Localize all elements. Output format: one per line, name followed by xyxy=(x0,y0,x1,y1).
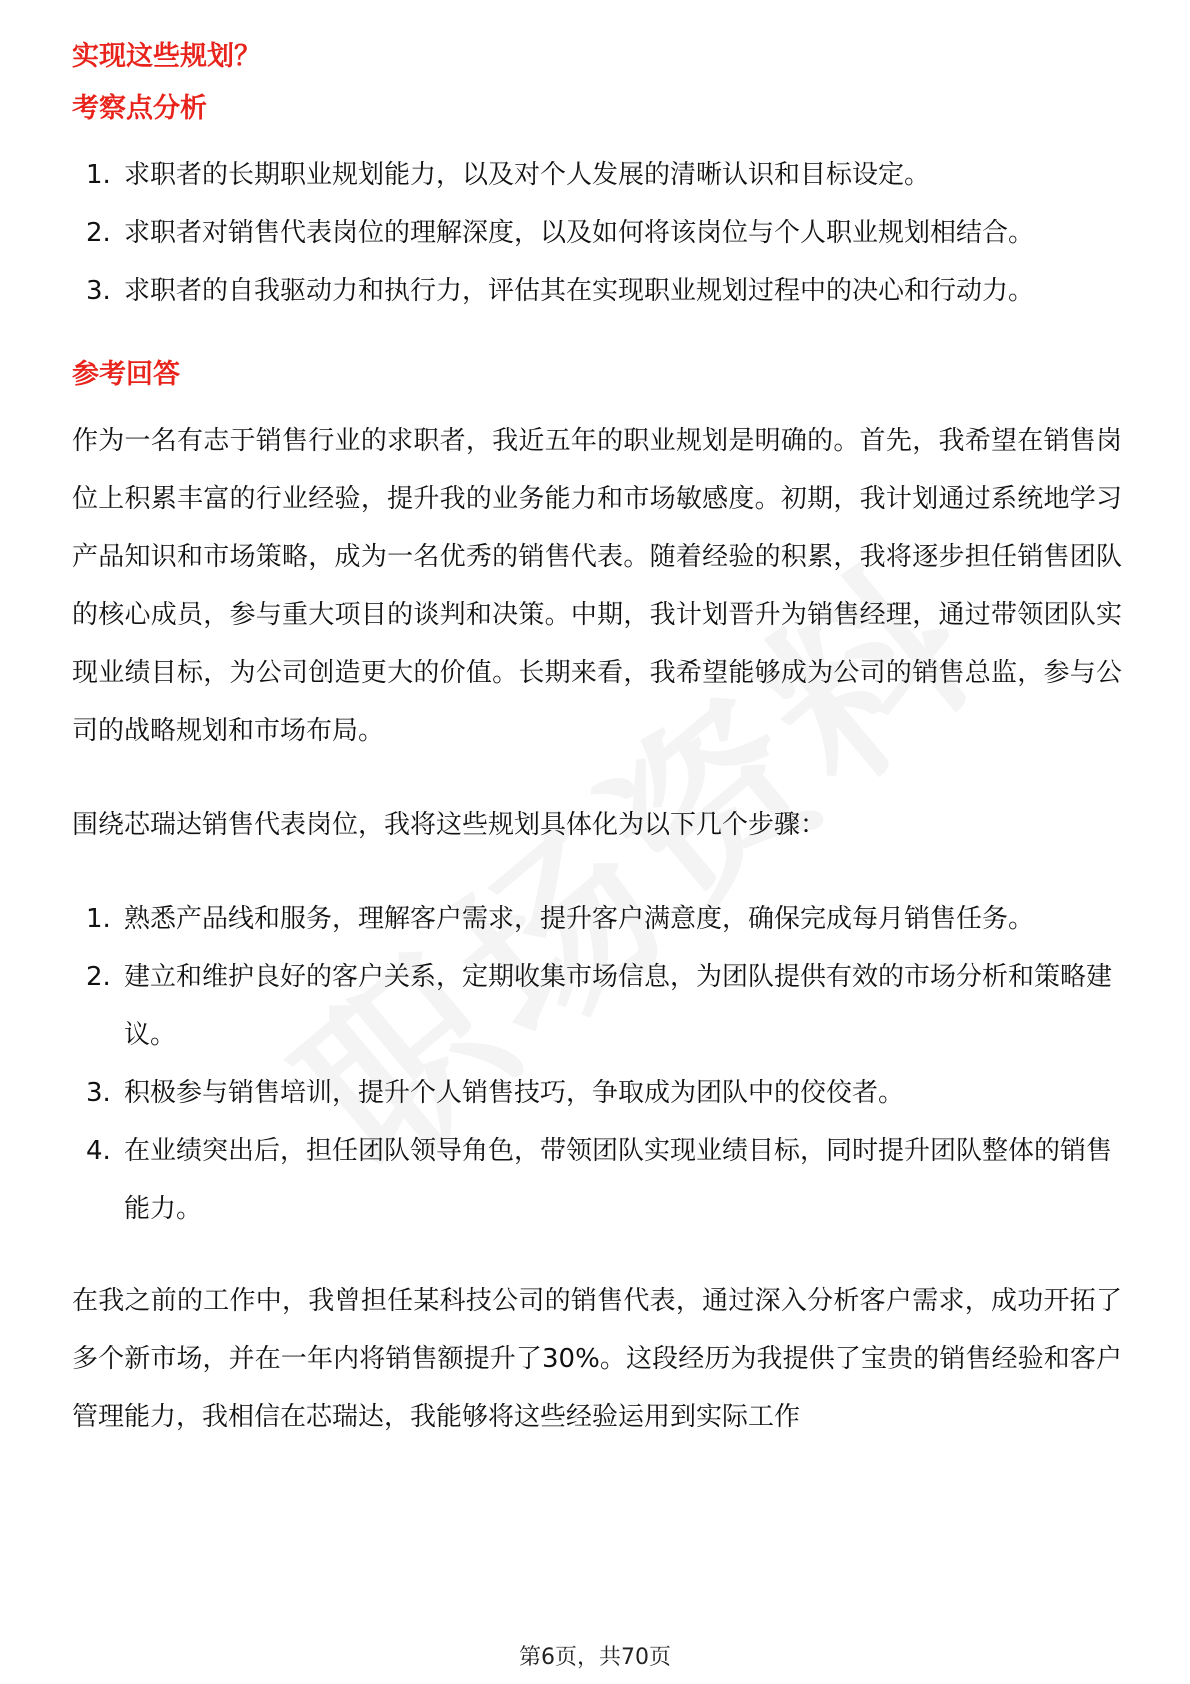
list-text: 熟悉产品线和服务，理解客户需求，提升客户满意度，确保完成每月销售任务。 xyxy=(124,904,1035,934)
list-number: 1. xyxy=(86,904,111,934)
heading-analysis: 考察点分析 xyxy=(72,93,207,124)
list-text: 建立和维护良好的客户关系，定期收集市场信息，为团队提供有效的市场分析和策略建议。 xyxy=(124,962,1113,1050)
page-footer: 第6页，共70页 xyxy=(519,1645,671,1670)
list-text: 在业绩突出后，担任团队领导角色，带领团队实现业绩目标，同时提升团队整体的销售能力。 xyxy=(124,1136,1113,1224)
answer-paragraph-1: 作为一名有志于销售行业的求职者，我近五年的职业规划是明确的。首先，我希望在销售岗位上积累丰富的行业经验，提升我的业务能力和市场敏感度。初期，我计划通过系统地学习产品知识和市场策略，成为一名优秀的销售代表。随着经验的积累，我将逐步担任销售团队的核心成员，参与重大项目的谈判和决策。中期，我计划晋升为销售经理，通过带领团队实现业绩目标，为公司创造更大的价值。长期来看，我希望能够成为公司的销售总监，参与公司的战略规划和市场布局。 xyxy=(72,426,1122,746)
analysis-list xyxy=(72,146,1122,320)
list-text: 积极参与销售培训，提升个人销售技巧，争取成为团队中的佼佼者。 xyxy=(124,1078,905,1108)
list-text: 求职者的自我驱动力和执行力，评估其在实现职业规划过程中的决心和行动力。 xyxy=(124,276,1035,306)
list-item xyxy=(72,262,1122,320)
list-number: 4. xyxy=(86,1136,111,1166)
list-text: 求职者的长期职业规划能力，以及对个人发展的清晰认识和目标设定。 xyxy=(124,160,931,190)
list-number: 2. xyxy=(86,218,111,248)
list-item xyxy=(72,1122,1122,1238)
list-number: 1. xyxy=(86,160,111,190)
list-text: 求职者对销售代表岗位的理解深度，以及如何将该岗位与个人职业规划相结合。 xyxy=(124,218,1035,248)
list-number: 2. xyxy=(86,962,111,992)
list-item xyxy=(72,146,1122,204)
list-item xyxy=(72,1064,1122,1122)
document-page xyxy=(72,36,1122,1482)
list-number: 3. xyxy=(86,1078,111,1108)
steps-list xyxy=(72,890,1122,1238)
heading-continued: 实现这些规划？ xyxy=(72,41,261,72)
list-item xyxy=(72,204,1122,262)
list-number: 3. xyxy=(86,276,111,306)
heading-answer: 参考回答 xyxy=(72,359,180,390)
list-item xyxy=(72,890,1122,948)
answer-paragraph-2: 围绕芯瑞达销售代表岗位，我将这些规划具体化为以下几个步骤： xyxy=(72,810,827,840)
answer-paragraph-3: 在我之前的工作中，我曾担任某科技公司的销售代表，通过深入分析客户需求，成功开拓了多个新市场，并在一年内将销售额提升了30%。这段经历为我提供了宝贵的销售经验和客户管理能力，我相信在芯瑞达，我能够将这些经验运用到实际工作 xyxy=(72,1286,1122,1432)
list-item xyxy=(72,948,1122,1064)
